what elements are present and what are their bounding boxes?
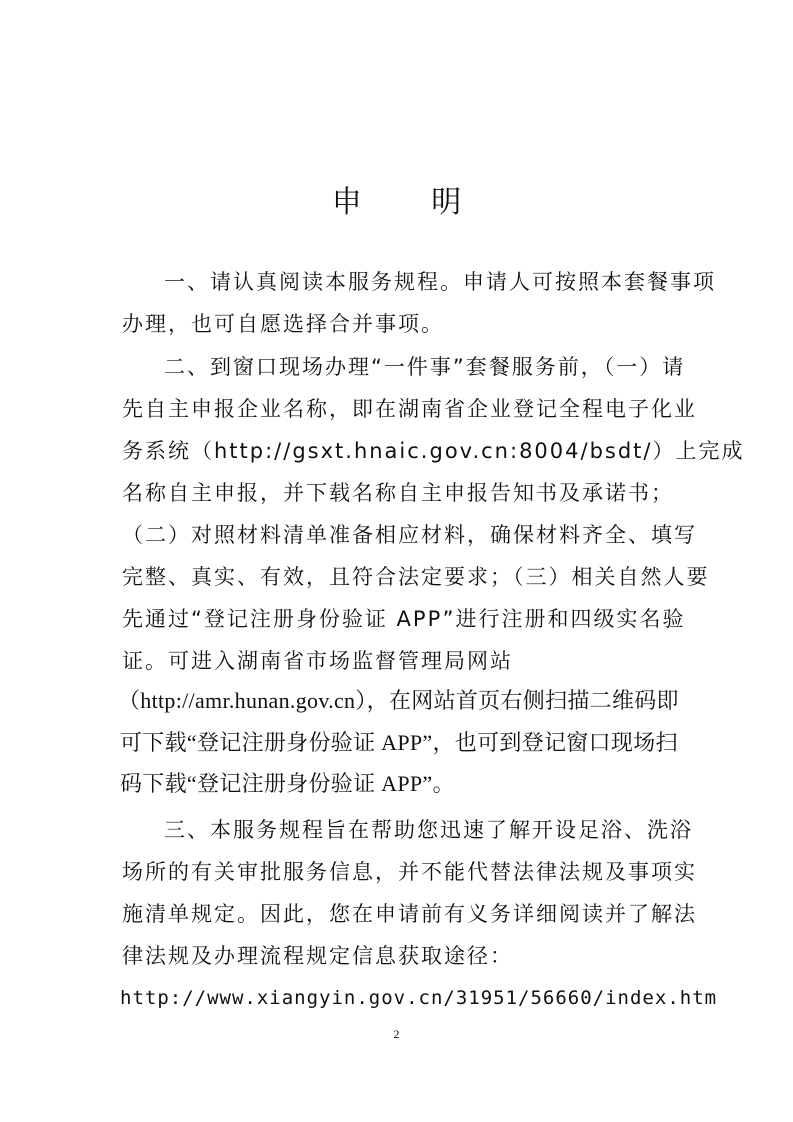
info-url: http://www.xiangyin.gov.cn/31951/56660/index.htm (120, 987, 718, 1009)
paragraph-2-line-7: 先通过“登记注册身份验证 APP”进行注册和四级实名验 (122, 607, 686, 631)
paragraph-2-line-10: 可下载“登记注册身份验证 APP”，也可到登记窗口现场扫 (120, 730, 678, 755)
page-title: 申 明 (331, 185, 492, 220)
paragraph-3-line-3: 施清单规定。因此，您在申请前有义务详细阅读并了解法 (122, 902, 697, 926)
paragraph-2-line-2: 先自主申报企业名称，即在湖南省企业登记全程电子化业 (122, 397, 697, 421)
paragraph-2-line-9: （http://amr.hunan.gov.cn），在网站首页右侧扫描二维码即 (118, 688, 679, 713)
paragraph-3-line-2: 场所的有关审批服务信息，并不能代替法律法规及事项实 (122, 860, 697, 884)
paragraph-3-line-4: 律法规及办理流程规定信息获取途径： (122, 944, 513, 968)
paragraph-1-line-2: 办理，也可自愿选择合并事项。 (122, 312, 444, 336)
paragraph-3-line-1: 三、本服务规程旨在帮助您迅速了解开设足浴、洗浴 (164, 818, 693, 842)
paragraph-2-line-5: （二）对照材料清单准备相应材料，确保材料齐全、填写 (122, 523, 697, 547)
paragraph-2-line-1: 二、到窗口现场办理“一件事”套餐服务前，（一）请 (164, 355, 686, 379)
page-number: 2 (393, 1027, 400, 1041)
paragraph-1-line-1: 一、请认真阅读本服务规程。申请人可按照本套餐事项 (164, 270, 716, 294)
paragraph-2-line-8: 证。可进入湖南省市场监督管理局网站 (122, 649, 513, 673)
paragraph-2-line-4: 名称自主申报，并下载名称自主申报告知书及承诺书； (122, 481, 674, 505)
paragraph-2-line-11: 码下载“登记注册身份验证 APP”。 (120, 771, 455, 796)
paragraph-2-line-3: 务系统（http://gsxt.hnaic.gov.cn:8004/bsdt/）上完成 (122, 439, 745, 463)
paragraph-2-line-6: 完整、真实、有效，且符合法定要求；（三）相关自然人要 (122, 565, 710, 589)
